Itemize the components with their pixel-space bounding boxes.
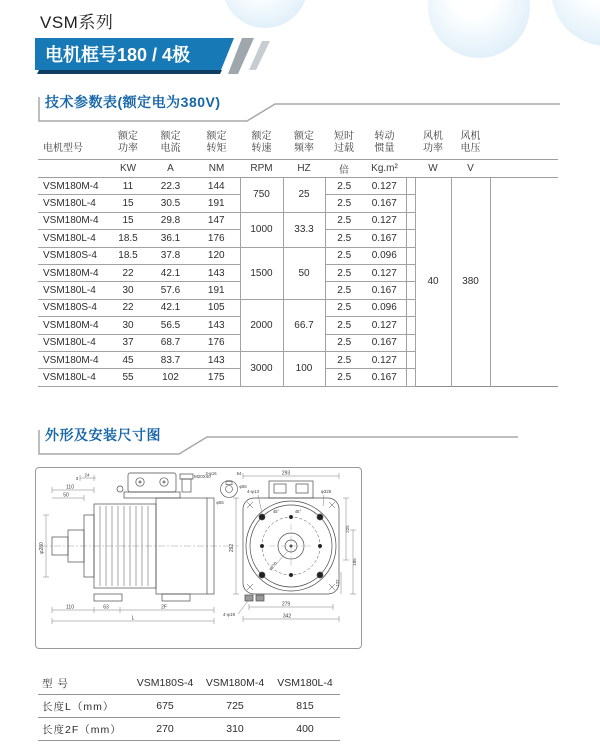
dim-label: 4-φ13 bbox=[247, 489, 259, 494]
spec-trailing-cell bbox=[490, 178, 558, 387]
dim-label: 45° bbox=[294, 509, 302, 514]
spec-cell: 0.096 bbox=[363, 299, 406, 316]
spec-unit-cell: RPM bbox=[240, 160, 283, 178]
spec-cell: 0.127 bbox=[363, 178, 406, 195]
spec-cell: 0.127 bbox=[363, 351, 406, 368]
spec-cell: 175 bbox=[193, 369, 240, 386]
shaft-detail-labels bbox=[205, 471, 247, 505]
spec-col-header: 额定 功率 bbox=[108, 131, 148, 160]
dim-label: 292 bbox=[229, 543, 235, 553]
spec-hz-cell: 50 bbox=[283, 247, 325, 299]
section-title: 外形及安装尺寸图 bbox=[45, 427, 161, 443]
page-title: VSM系列 bbox=[40, 13, 114, 32]
dim-label: 225 bbox=[345, 525, 350, 533]
length-table-row bbox=[38, 718, 340, 741]
spec-cell: 2.5 bbox=[325, 299, 363, 316]
spec-cell: 0.127 bbox=[363, 212, 406, 229]
spec-model-cell: VSM180M-4 bbox=[38, 317, 108, 334]
spec-col-header: 电机型号 bbox=[38, 131, 108, 160]
spec-cell: 45 bbox=[108, 351, 148, 368]
spec-cell: 30 bbox=[108, 317, 148, 334]
dim-label: φ65 bbox=[239, 484, 247, 489]
section-header-dimensions bbox=[38, 425, 562, 455]
length-value: 310 bbox=[200, 718, 270, 741]
spec-cell: 42.1 bbox=[148, 299, 193, 316]
motor-side-view bbox=[41, 473, 238, 601]
spec-cell: 30.5 bbox=[148, 195, 193, 212]
spec-cell: 120 bbox=[193, 247, 240, 264]
spec-cell: 191 bbox=[193, 282, 240, 299]
spec-cell: 0.167 bbox=[363, 195, 406, 212]
spec-cell: 105 bbox=[193, 299, 240, 316]
length-header-col: VSM180M-4 bbox=[200, 672, 270, 695]
length-table-row bbox=[38, 695, 340, 718]
bubble-decoration bbox=[551, 0, 600, 46]
spec-cell: 15 bbox=[108, 195, 148, 212]
spec-cell: 143 bbox=[193, 351, 240, 368]
spec-spacer-cell bbox=[406, 230, 415, 247]
spec-cell: 0.127 bbox=[363, 317, 406, 334]
spec-spacer-cell bbox=[406, 282, 415, 299]
spec-cell: 2.5 bbox=[325, 264, 363, 281]
spec-cell: 0.167 bbox=[363, 282, 406, 299]
spec-table bbox=[38, 131, 558, 387]
dim-label: 54 bbox=[236, 471, 242, 476]
spec-table-head bbox=[38, 131, 558, 178]
dim-label: φ230 bbox=[267, 560, 278, 572]
dim-label: 3 bbox=[75, 476, 79, 481]
spec-cell: 0.096 bbox=[363, 247, 406, 264]
spec-cell: 143 bbox=[193, 317, 240, 334]
length-header-col: VSM180S-4 bbox=[130, 672, 200, 695]
spec-rpm-cell: 1000 bbox=[240, 212, 283, 247]
spec-cell: 191 bbox=[193, 195, 240, 212]
dim-label: 4-φ19 bbox=[223, 612, 235, 617]
spec-cell: 55 bbox=[108, 369, 148, 386]
spec-rpm-cell: 3000 bbox=[240, 351, 283, 386]
spec-table-container bbox=[38, 131, 558, 387]
spec-model-cell: VSM180S-4 bbox=[38, 299, 108, 316]
spec-col-header: 转动 惯量 bbox=[363, 131, 406, 160]
length-header-col: VSM180L-4 bbox=[270, 672, 340, 695]
spec-model-cell: VSM180L-4 bbox=[38, 369, 108, 386]
spec-model-cell: VSM180L-4 bbox=[38, 195, 108, 212]
length-table-container bbox=[38, 672, 340, 741]
spec-cell: 2.5 bbox=[325, 317, 363, 334]
spec-rpm-cell: 1500 bbox=[240, 247, 283, 299]
side-dimension-labels bbox=[39, 473, 211, 622]
spec-col-header: 风机 功率 bbox=[415, 131, 451, 160]
spec-cell: 22 bbox=[108, 299, 148, 316]
spec-col-header bbox=[406, 131, 415, 160]
spec-spacer-cell bbox=[406, 317, 415, 334]
dim-label: 110 bbox=[66, 484, 74, 491]
spec-cell: 2.5 bbox=[325, 230, 363, 247]
dim-label: 50 bbox=[63, 492, 69, 499]
spec-model-cell: VSM180M-4 bbox=[38, 264, 108, 281]
spec-cell: 143 bbox=[193, 264, 240, 281]
spec-model-cell: VSM180S-4 bbox=[38, 247, 108, 264]
length-table-header-row bbox=[38, 672, 340, 695]
spec-hz-cell: 66.7 bbox=[283, 299, 325, 351]
spec-fan-voltage-cell: 380 bbox=[451, 178, 490, 387]
length-row-label: 长度L（mm） bbox=[38, 695, 130, 718]
spec-cell: 15 bbox=[108, 212, 148, 229]
dim-label: 24 bbox=[84, 472, 90, 478]
spec-cell: 2.5 bbox=[325, 334, 363, 351]
banner-label: 电机框号180 / 4极 bbox=[45, 45, 191, 65]
spec-cell: 102 bbox=[148, 369, 193, 386]
spec-cell: 0.167 bbox=[363, 230, 406, 247]
frame-banner bbox=[33, 36, 283, 78]
dim-label: 185 bbox=[352, 558, 357, 566]
spec-data-row bbox=[38, 178, 558, 195]
spec-cell: 2.5 bbox=[325, 369, 363, 386]
dimension-drawing bbox=[35, 467, 362, 649]
spec-cell: 56.5 bbox=[148, 317, 193, 334]
spec-cell: 83.7 bbox=[148, 351, 193, 368]
spec-rpm-cell: 2000 bbox=[240, 299, 283, 351]
spec-unit-cell: V bbox=[451, 160, 490, 178]
spec-model-cell: VSM180M-4 bbox=[38, 212, 108, 229]
spec-unit-cell: 倍 bbox=[325, 160, 363, 178]
spec-cell: 37 bbox=[108, 334, 148, 351]
length-value: 815 bbox=[270, 695, 340, 718]
spec-cell: 147 bbox=[193, 212, 240, 229]
spec-model-cell: VSM180L-4 bbox=[38, 230, 108, 247]
spec-cell: 0.167 bbox=[363, 369, 406, 386]
spec-col-header: 额定 转速 bbox=[240, 131, 283, 160]
spec-cell: 0.167 bbox=[363, 334, 406, 351]
banner-shadow bbox=[37, 70, 222, 74]
spec-spacer-cell bbox=[406, 195, 415, 212]
dim-label: L bbox=[131, 615, 135, 622]
spec-cell: 144 bbox=[193, 178, 240, 195]
length-value: 725 bbox=[200, 695, 270, 718]
spec-spacer-cell bbox=[406, 369, 415, 386]
spec-model-cell: VSM180L-4 bbox=[38, 334, 108, 351]
spec-cell: 68.7 bbox=[148, 334, 193, 351]
spec-spacer-cell bbox=[406, 212, 415, 229]
spec-cell: 22.3 bbox=[148, 178, 193, 195]
spec-unit-cell bbox=[406, 160, 415, 178]
spec-cell: 2.5 bbox=[325, 351, 363, 368]
dim-label: 63 bbox=[103, 604, 109, 611]
spec-spacer-cell bbox=[406, 178, 415, 195]
section-header-specs bbox=[38, 92, 562, 122]
spec-cell: 29.8 bbox=[148, 212, 193, 229]
section-title: 技术参数表(额定电为380V) bbox=[45, 94, 221, 110]
spec-col-header: 风机 电压 bbox=[451, 131, 490, 160]
dim-label: 2-φ16 bbox=[205, 471, 217, 476]
spec-header-row bbox=[38, 131, 558, 160]
dim-label: φ55 bbox=[216, 500, 224, 505]
spec-hz-cell: 100 bbox=[283, 351, 325, 386]
spec-hz-cell: 33.3 bbox=[283, 212, 325, 247]
spec-col-header: 短时 过载 bbox=[325, 131, 363, 160]
spec-cell: 2.5 bbox=[325, 282, 363, 299]
shaft-detail-view bbox=[221, 481, 238, 498]
spec-cell: 176 bbox=[193, 334, 240, 351]
dim-label: 293 bbox=[281, 470, 291, 477]
dim-label: 279 bbox=[281, 601, 291, 608]
spec-cell: 11 bbox=[108, 178, 148, 195]
length-value: 270 bbox=[130, 718, 200, 741]
spec-cell: 176 bbox=[193, 230, 240, 247]
spec-cell: 2.5 bbox=[325, 212, 363, 229]
motor-drawing bbox=[36, 468, 361, 646]
dim-label: 122 bbox=[335, 579, 340, 587]
bubble-decoration bbox=[222, 0, 308, 28]
spec-col-header bbox=[490, 131, 558, 160]
spec-spacer-cell bbox=[406, 299, 415, 316]
dim-label: φ325 bbox=[320, 489, 332, 494]
dim-label: M20X40 bbox=[194, 474, 211, 479]
motor-front-view bbox=[243, 481, 339, 601]
spec-model-cell: VSM180M-4 bbox=[38, 178, 108, 195]
spec-spacer-cell bbox=[406, 247, 415, 264]
spec-cell: 22 bbox=[108, 264, 148, 281]
spec-model-cell: VSM180L-4 bbox=[38, 282, 108, 299]
spec-cell: 57.6 bbox=[148, 282, 193, 299]
spec-cell: 36.1 bbox=[148, 230, 193, 247]
spec-spacer-cell bbox=[406, 264, 415, 281]
spec-unit-cell bbox=[490, 160, 558, 178]
spec-cell: 2.5 bbox=[325, 247, 363, 264]
dim-label: 2F bbox=[161, 604, 167, 611]
dim-label: φ280 bbox=[39, 542, 45, 554]
spec-fan-power-cell: 40 bbox=[415, 178, 451, 387]
frame-banner-graphic bbox=[33, 36, 283, 78]
spec-cell: 30 bbox=[108, 282, 148, 299]
spec-unit-cell: W bbox=[415, 160, 451, 178]
spec-units-row bbox=[38, 160, 558, 178]
spec-col-header: 额定 频率 bbox=[283, 131, 325, 160]
spec-unit-cell: NM bbox=[193, 160, 240, 178]
length-value: 675 bbox=[130, 695, 200, 718]
dim-label: 45° bbox=[272, 509, 280, 514]
spec-cell: 2.5 bbox=[325, 195, 363, 212]
spec-table-body bbox=[38, 178, 558, 387]
spec-cell: 18.5 bbox=[108, 230, 148, 247]
spec-cell: 42.1 bbox=[148, 264, 193, 281]
dim-label: 110 bbox=[66, 604, 74, 611]
banner-slash-stripe bbox=[249, 41, 270, 70]
spec-col-header: 额定 电流 bbox=[148, 131, 193, 160]
spec-cell: 37.8 bbox=[148, 247, 193, 264]
spec-rpm-cell: 750 bbox=[240, 178, 283, 213]
dim-label: 342 bbox=[282, 613, 292, 620]
bubble-decoration bbox=[428, 0, 530, 58]
spec-unit-cell: HZ bbox=[283, 160, 325, 178]
spec-spacer-cell bbox=[406, 334, 415, 351]
spec-model-cell: VSM180M-4 bbox=[38, 351, 108, 368]
spec-col-header: 额定 转矩 bbox=[193, 131, 240, 160]
spec-spacer-cell bbox=[406, 351, 415, 368]
length-header-model: 型 号 bbox=[38, 672, 130, 695]
spec-cell: 0.127 bbox=[363, 264, 406, 281]
length-row-label: 长度2F（mm） bbox=[38, 718, 130, 741]
spec-cell: 18.5 bbox=[108, 247, 148, 264]
spec-unit-cell: A bbox=[148, 160, 193, 178]
length-table bbox=[38, 672, 340, 741]
spec-unit-cell: KW bbox=[108, 160, 148, 178]
spec-hz-cell: 25 bbox=[283, 178, 325, 213]
spec-cell: 2.5 bbox=[325, 178, 363, 195]
spec-unit-cell bbox=[38, 160, 108, 178]
length-value: 400 bbox=[270, 718, 340, 741]
spec-unit-cell: Kg.m² bbox=[363, 160, 406, 178]
